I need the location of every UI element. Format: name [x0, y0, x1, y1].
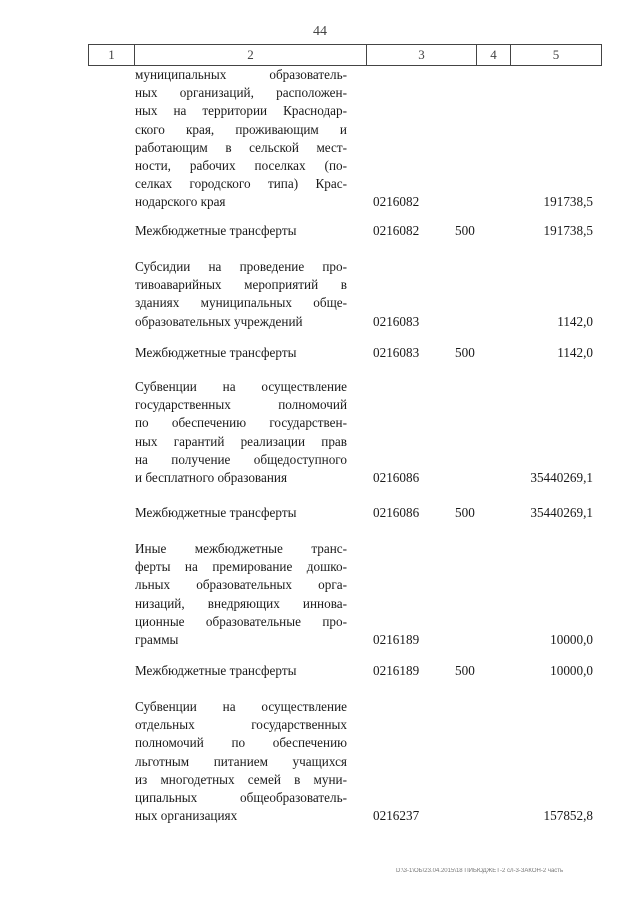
header-col-2: 2 [134, 45, 366, 65]
row-amount: 191738,5 [543, 194, 593, 210]
page-number: 44 [313, 24, 327, 39]
row-description [135, 698, 347, 825]
description-line: ционные образовательные про- [135, 613, 347, 629]
row-amount: 10000,0 [550, 632, 593, 647]
row-code: 0216082 [373, 223, 420, 238]
row-code: 0216189 [373, 632, 420, 647]
row-amount: 35440269,1 [530, 470, 593, 485]
description-line: ципальных общеобразователь- [135, 790, 347, 806]
description-line: и бесплатного образования [135, 470, 288, 486]
description-line: низаций, внедряющих иннова- [135, 595, 347, 611]
description-line: образовательных учреждений [135, 313, 303, 329]
description-line: Субсидии на проведение про- [135, 259, 347, 274]
description-line: Межбюджетные трансферты [135, 223, 297, 238]
description-line: муниципальных образователь- [135, 67, 347, 82]
header-col-5: 5 [510, 45, 602, 65]
row-description [135, 66, 347, 212]
row-description [135, 258, 347, 331]
row-description [135, 540, 347, 649]
description-line: по обеспечению государствен- [135, 415, 347, 431]
description-line: отдельных государственных [135, 717, 347, 733]
description-line: государственных полномочий [135, 397, 347, 413]
description-line: Межбюджетные трансферты [135, 345, 297, 360]
row-expense-type: 500 [455, 345, 475, 360]
description-line: Межбюджетные трансферты [135, 505, 297, 520]
row-code: 0216082 [373, 194, 420, 210]
row-code: 0216083 [373, 345, 420, 360]
description-line: льных образовательных орга- [135, 577, 347, 593]
description-line: ности, рабочих поселках (по- [135, 158, 347, 174]
description-line: работающим в сельской мест- [135, 139, 347, 155]
description-line: селках городского типа) Крас- [135, 176, 347, 192]
row-expense-type: 500 [455, 663, 475, 678]
description-line: Субвенции на осуществление [135, 379, 347, 394]
description-line: тивоаварийных мероприятий в [135, 277, 347, 293]
row-code: 0216086 [373, 505, 420, 520]
header-col-1: 1 [88, 45, 134, 65]
description-line: полномочий по обеспечению [135, 735, 347, 751]
description-line: ных на территории Краснодар- [135, 103, 347, 119]
description-line: Межбюджетные трансферты [135, 663, 297, 678]
description-line: ных организаций, расположен- [135, 85, 347, 101]
description-line: граммы [135, 632, 179, 648]
table-header [88, 44, 602, 66]
description-line: Иные межбюджетные транс- [135, 541, 347, 556]
row-expense-type: 500 [455, 223, 475, 238]
header-col-4: 4 [476, 45, 510, 65]
row-description [135, 344, 347, 362]
row-amount: 1142,0 [557, 313, 593, 329]
footer-file-path: D:\3-1\ОБ\23.04.2015\18 ПИБЮДЖЕТ-2 сл-3-ЗАКОН-2 часть [396, 868, 564, 874]
description-line: зданиях муниципальных обще- [135, 295, 347, 311]
description-line: из многодетных семей в муни- [135, 771, 347, 787]
row-code: 0216189 [373, 663, 420, 678]
row-description [135, 662, 347, 680]
description-line: нодарского края [135, 194, 226, 210]
description-line: ского края, проживающим и [135, 121, 347, 137]
row-code: 0216237 [373, 808, 420, 824]
row-code: 0216086 [373, 470, 420, 485]
description-line: ферты на премирование дошко- [135, 559, 347, 575]
description-line: на получение общедоступного [135, 451, 347, 467]
row-expense-type: 500 [455, 505, 475, 520]
row-description [135, 378, 347, 487]
row-description [135, 222, 347, 240]
row-description [135, 504, 347, 522]
row-amount: 1142,0 [557, 345, 593, 360]
description-line: ных организациях [135, 808, 238, 824]
description-line: Субвенции на осуществление [135, 699, 347, 714]
row-amount: 191738,5 [543, 223, 593, 238]
row-amount: 10000,0 [550, 663, 593, 678]
description-line: ных гарантий реализации прав [135, 433, 347, 449]
header-col-3: 3 [366, 45, 476, 65]
row-amount: 157852,8 [543, 808, 593, 824]
description-line: льготным питанием учащихся [135, 753, 347, 769]
row-amount: 35440269,1 [530, 505, 593, 520]
row-code: 0216083 [373, 313, 420, 329]
